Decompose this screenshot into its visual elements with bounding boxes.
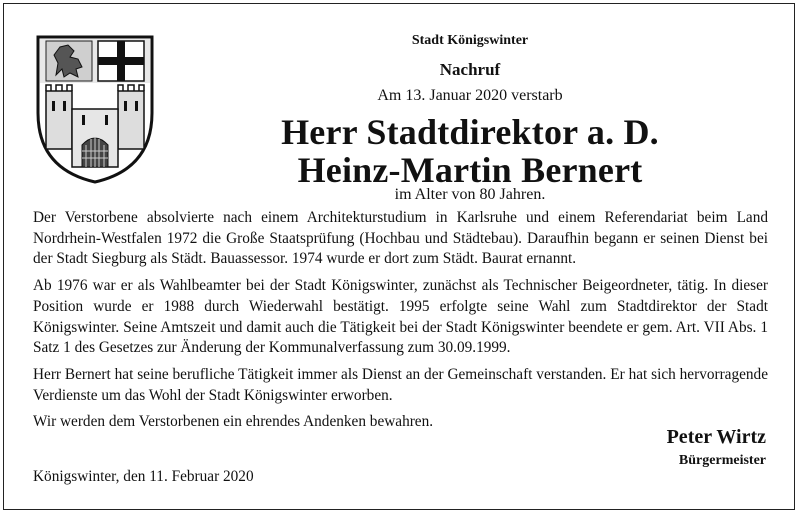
body-paragraph: Ab 1976 war er als Wahlbeamter bei der Stadt Königswinter, zunächst als Technischer Beigeordneter, tätig. In dieser Position wurde er 1988 durch Wiederwahl bestätigt. 1995 erfolgte seine Wahl zum Stadtdirektor der Stadt Königswinter. Seine Amtszeit und damit auch die Tätigkeit bei der Stadt Königswinter beendete er gem. Art. VII Abs. 1 Satz 1 des Gesetzes zur Änderung der Kommunalverfassung zum 30.09.1999.: [33, 277, 768, 357]
body-paragraph: Herr Bernert hat seine berufliche Tätigkeit immer als Dienst an der Gemeinschaft verstanden. Er hat sich hervorragende Verdienste um das Wohl der Stadt Königswinter erworben.: [33, 365, 768, 404]
place-and-date: Königswinter, den 11. Februar 2020: [33, 468, 254, 485]
signatory-name: Peter Wirtz: [666, 426, 766, 448]
coat-of-arms-icon: [34, 33, 156, 185]
death-date-line: Am 13. Januar 2020 verstarb: [377, 87, 563, 104]
deceased-name: Heinz-Martin Bernert: [297, 150, 643, 190]
signatory-role: Bürgermeister: [678, 453, 766, 468]
deceased-title: Herr Stadtdirektor a. D.: [281, 112, 659, 152]
obituary-body: [33, 208, 768, 439]
body-paragraph: Der Verstorbene absolvierte nach einem Architekturstudium in Karlsruhe und einem Referendariat beim Land Nordrhein-Westfalen 1972 die Große Staatsprüfung (Hochbau und Städtebau). Daraufhin begann er seinen Dienst bei der Stadt Siegburg als Städt. Bauassessor. 1974 wurde er dort zum Städt. Baurat ernannt.: [33, 209, 768, 268]
city-name: Stadt Königswinter: [411, 33, 529, 48]
age-line: im Alter von 80 Jahren.: [394, 186, 546, 203]
notice-title: Nachruf: [439, 60, 501, 79]
body-paragraph: Wir werden dem Verstorbenen ein ehrendes Andenken bewahren.: [33, 413, 434, 431]
